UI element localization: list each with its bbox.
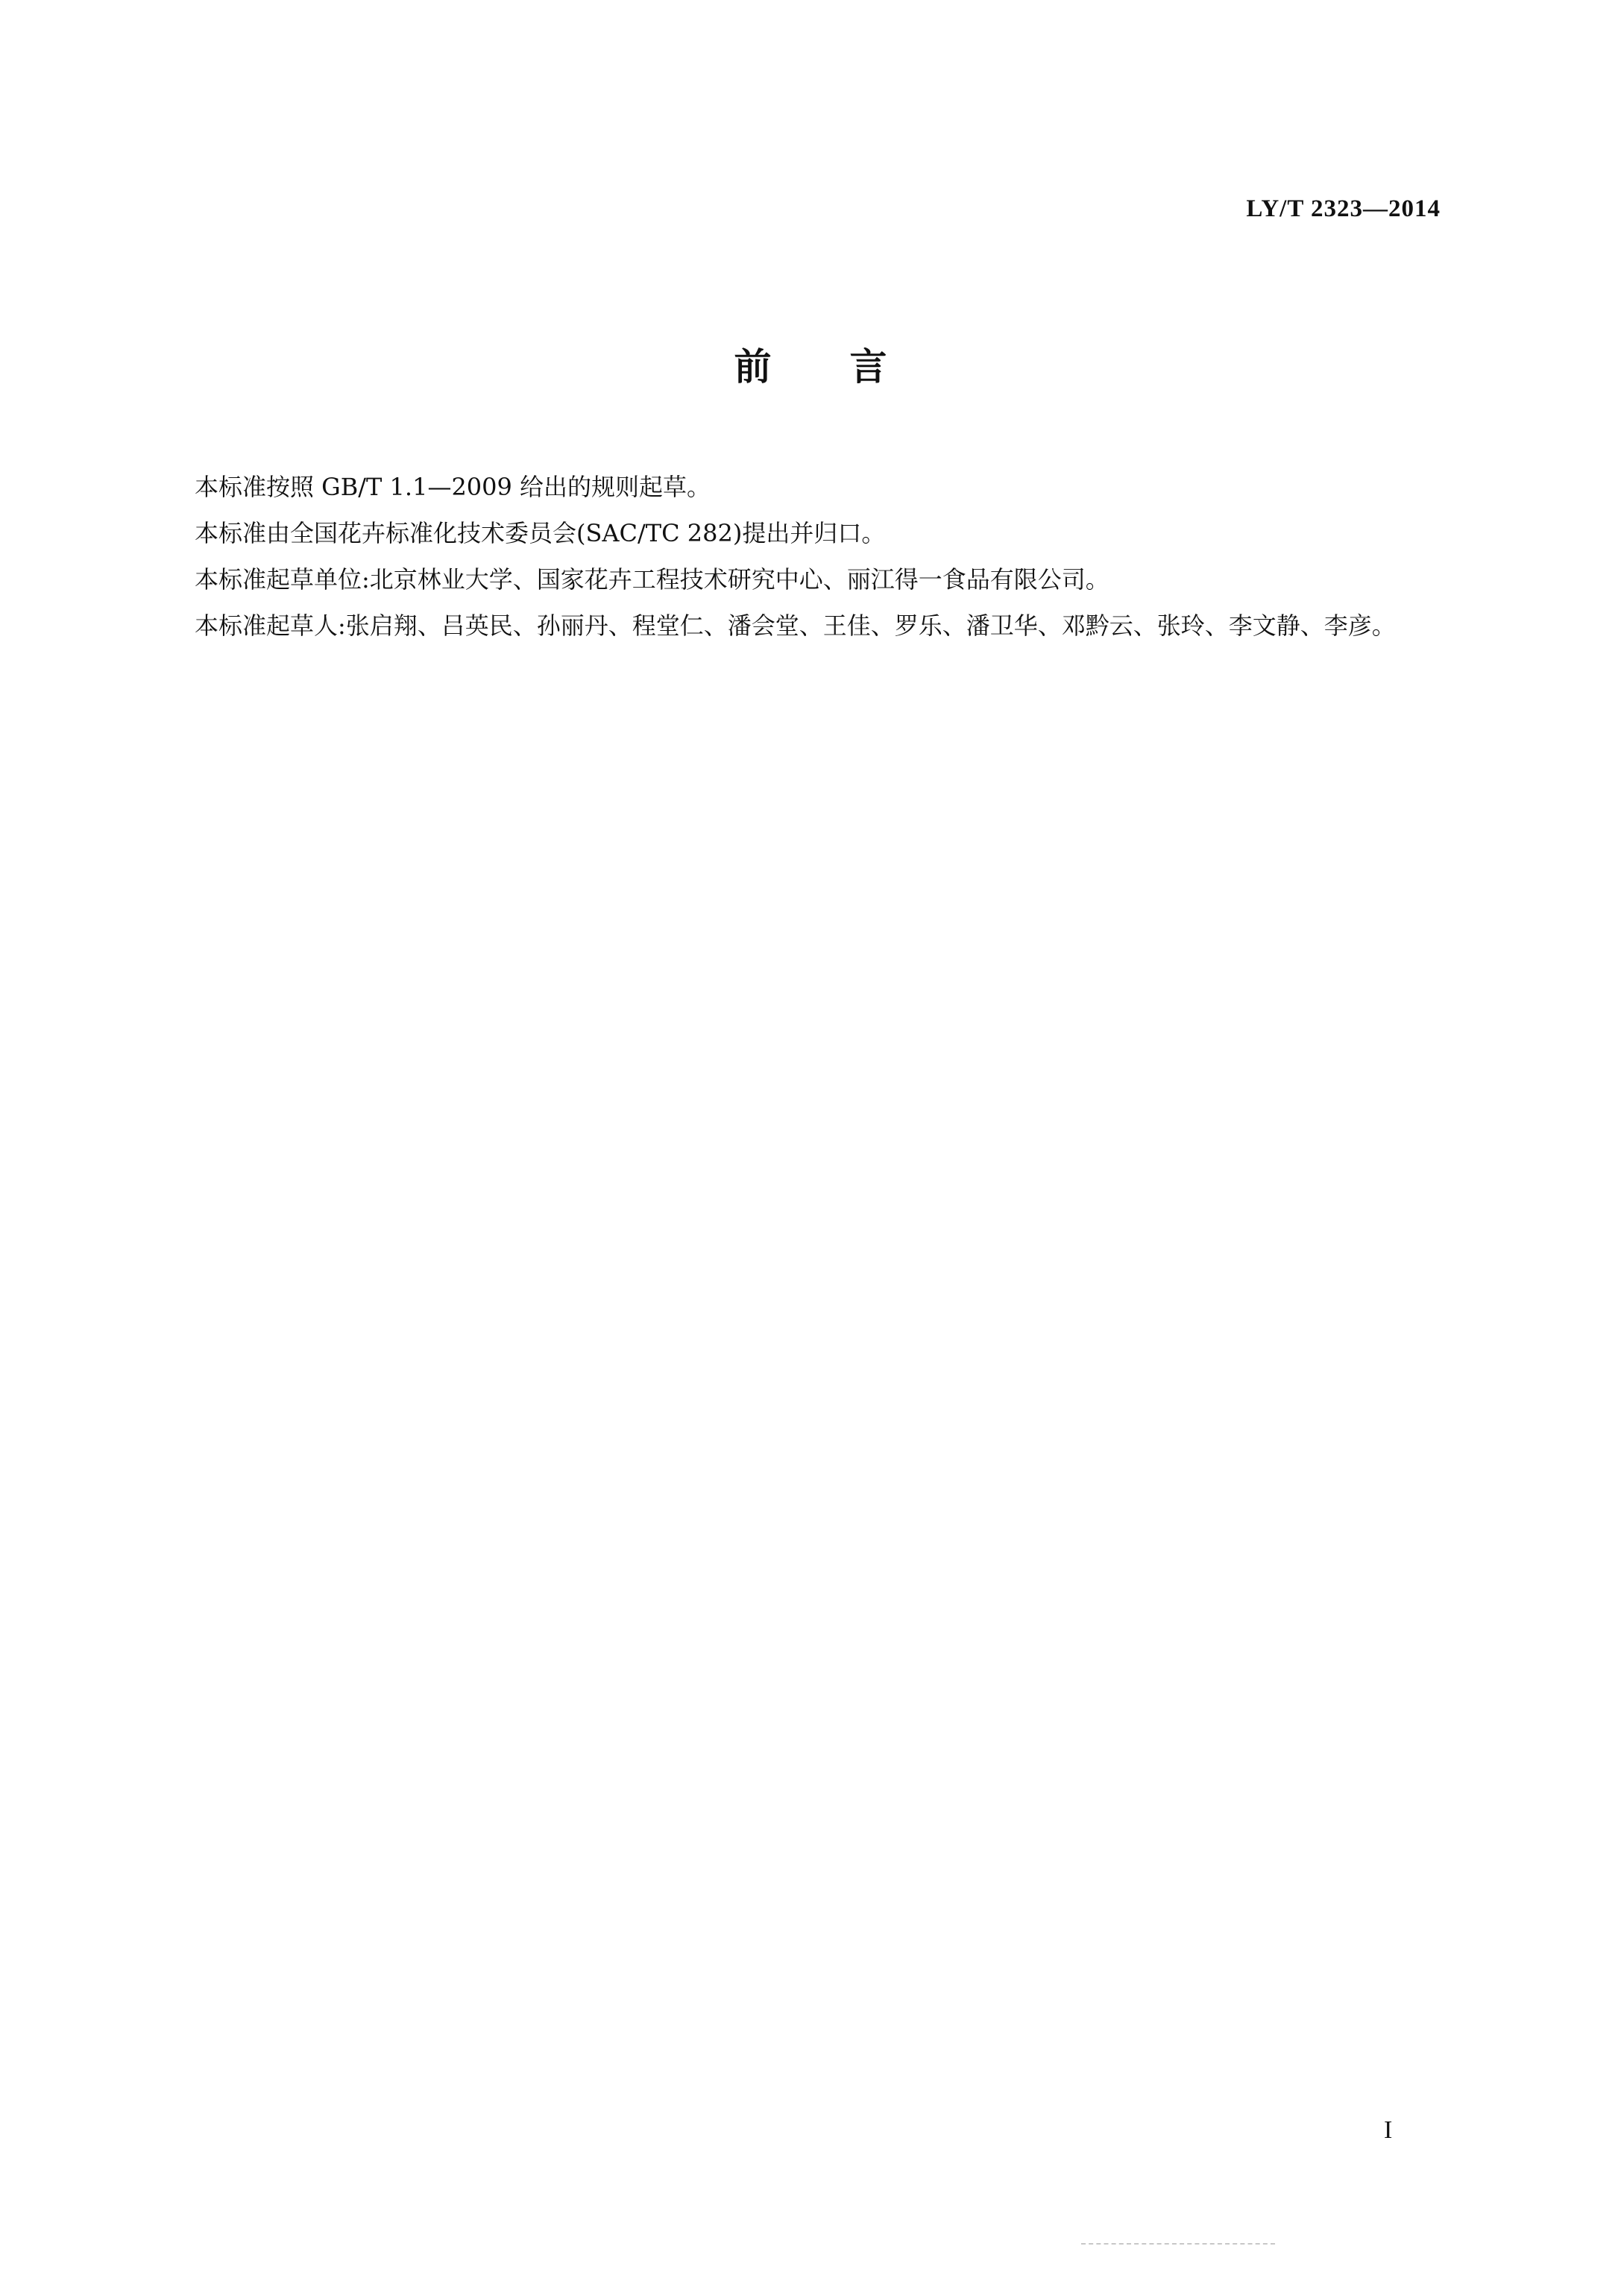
paragraph-drafting-rules: 本标准按照 GB/T 1.1—2009 给出的规则起草。 xyxy=(195,473,711,501)
foreword-body xyxy=(131,464,1447,649)
page-number: I xyxy=(1384,2116,1393,2144)
paragraph-drafting-units: 本标准起草单位:北京林业大学、国家花卉工程技术研究中心、丽江得一食品有限公司。 xyxy=(195,565,1109,594)
standard-code: LY/T 2323—2014 xyxy=(1246,195,1441,222)
footer-divider xyxy=(1081,2243,1275,2246)
paragraph-committee: 本标准由全国花卉标准化技术委员会(SAC/TC 282)提出并归口。 xyxy=(195,519,886,547)
page-title: 前言 xyxy=(734,345,966,389)
paragraph-drafters: 本标准起草人:张启翔、吕英民、孙丽丹、程堂仁、潘会堂、王佳、罗乐、潘卫华、邓黔云、张玲、李文静、李彦。 xyxy=(195,611,1396,640)
